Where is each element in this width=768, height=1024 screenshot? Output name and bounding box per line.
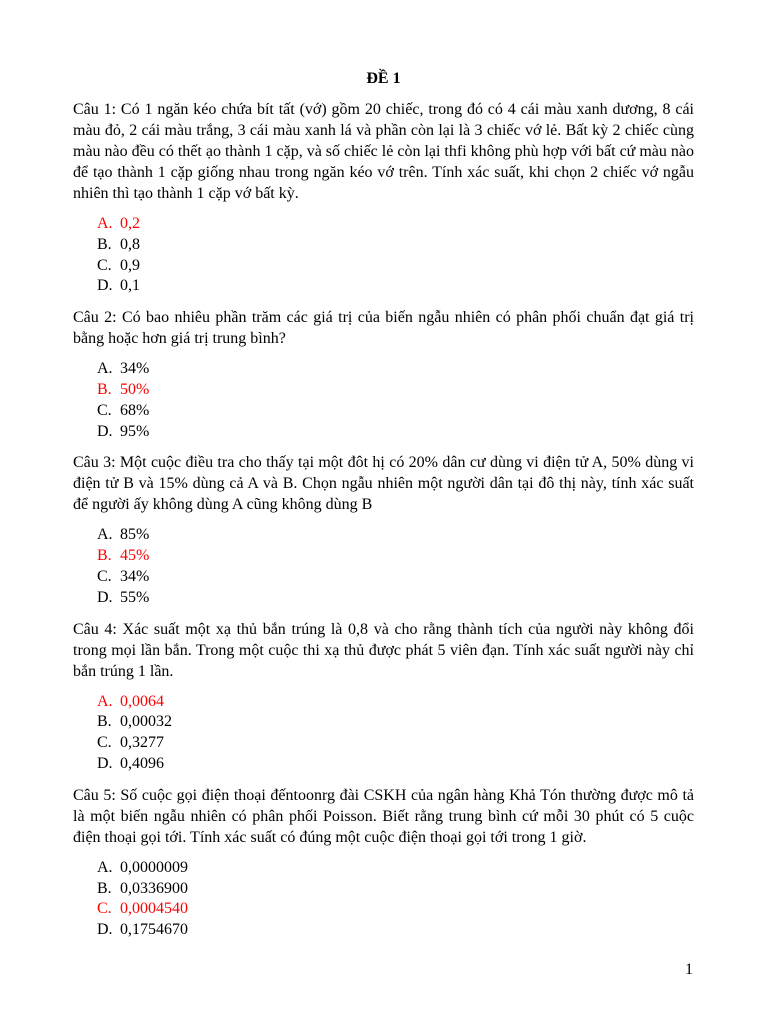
answer-option xyxy=(97,733,694,754)
option-letter: C. xyxy=(97,900,112,918)
answer-options xyxy=(97,214,694,297)
option-letter: B. xyxy=(97,380,112,398)
answer-options xyxy=(97,692,694,775)
answer-option xyxy=(97,920,694,941)
option-letter: D. xyxy=(97,277,113,295)
exam-title: ĐỀ 1 xyxy=(366,70,401,87)
question-4 xyxy=(73,619,694,775)
question-text: Câu 1: Có 1 ngăn kéo chứa bít tất (vớ) gồm 20 chiếc, trong đó có 4 cái màu xanh dương, 8 cái màu đỏ, 2 cái màu trắng, 3 cái màu xanh lá và phần còn lại là 3 chiếc vớ lẻ. Bất kỳ 2 chiếc cùng màu nào đều có thết ạo thành 1 cặp, và số chiếc lẻ còn lại thfi không phù hợp với bất cứ màu nào để tạo thành 1 cặp giống nhau trong ngăn kéo vớ trên. Tính xác suất, khi chọn 2 chiếc vớ ngẫu nhiên thì tạo thành 1 cặp vớ bất kỳ. xyxy=(73,101,694,202)
answer-option xyxy=(97,256,694,277)
page-number: 1 xyxy=(685,961,693,978)
question-5 xyxy=(73,785,694,941)
option-value: 0,0000009 xyxy=(120,858,188,876)
option-letter: B. xyxy=(97,879,112,897)
answer-option xyxy=(97,525,694,546)
question-2 xyxy=(73,307,694,442)
option-letter: D. xyxy=(97,754,113,772)
option-value: 45% xyxy=(120,547,150,565)
option-value: 0,1 xyxy=(120,277,140,295)
option-letter: B. xyxy=(97,713,112,731)
answer-option-correct xyxy=(97,692,694,713)
option-value: 0,0336900 xyxy=(120,879,188,897)
question-text: Câu 5: Số cuộc gọi điện thoại đếntoonrg đài CSKH của ngân hàng Khả Tón thường được mô tả là một biến ngẫu nhiên có phân phối Poisson. Biết rằng trung bình cứ mỗi 30 phút có 5 cuộc điện thoại gọi tới. Tính xác suất có đúng một cuộc điện thoại gọi tới trong 1 giờ. xyxy=(73,786,694,846)
question-text: Câu 3: Một cuộc điều tra cho thấy tại một đôt hị có 20% dân cư dùng vi điện tử A, 50% dùng vi điện tử B và 15% dùng cả A và B. Chọn ngẫu nhiên một người dân tại đô thị này, tính xác suất để người ấy không dùng A cũng không dùng B xyxy=(73,454,694,514)
option-value: 0,9 xyxy=(120,256,140,274)
option-value: 50% xyxy=(120,380,150,398)
option-value: 0,0064 xyxy=(120,692,164,710)
question-text: Câu 2: Có bao nhiêu phần trăm các giá trị của biến ngẫu nhiên có phân phối chuẩn đạt giá trị bằng hoặc hơn giá trị trung bình? xyxy=(73,309,694,348)
option-letter: A. xyxy=(97,692,113,710)
option-letter: A. xyxy=(97,215,113,232)
option-letter: A. xyxy=(97,858,113,876)
option-value: 68% xyxy=(120,401,150,419)
answer-option-correct xyxy=(97,546,694,567)
option-letter: D. xyxy=(97,921,113,939)
question-list xyxy=(73,99,694,941)
option-letter: C. xyxy=(97,734,112,752)
option-value: 0,2 xyxy=(120,215,140,232)
option-letter: A. xyxy=(97,526,113,544)
question-1 xyxy=(73,99,694,297)
option-letter: B. xyxy=(97,547,112,565)
answer-option xyxy=(97,422,694,443)
option-value: 0,3277 xyxy=(120,734,164,752)
option-letter: C. xyxy=(97,567,112,585)
answer-option xyxy=(97,712,694,733)
option-letter: A. xyxy=(97,360,113,378)
answer-option xyxy=(97,858,694,879)
answer-option xyxy=(97,879,694,900)
answer-option-correct xyxy=(97,380,694,401)
answer-option xyxy=(97,567,694,588)
option-value: 0,8 xyxy=(120,235,140,253)
answer-option xyxy=(97,754,694,775)
answer-option xyxy=(97,359,694,380)
answer-option xyxy=(97,588,694,609)
option-value: 0,4096 xyxy=(120,754,164,772)
option-letter: C. xyxy=(97,401,112,419)
answer-option xyxy=(97,235,694,256)
option-letter: D. xyxy=(97,588,113,606)
answer-options xyxy=(97,525,694,608)
answer-options xyxy=(97,359,694,442)
question-text: Câu 4: Xác suất một xạ thủ bắn trúng là 0,8 và cho rằng thành tích của người này không đổi trong mọi lần bắn. Trong một cuộc thi xạ thủ được phát 5 viên đạn. Tính xác suất người này chỉ bắn trúng 1 lần. xyxy=(73,620,694,680)
answer-option-correct xyxy=(97,214,694,235)
option-value: 34% xyxy=(120,567,150,585)
option-letter: C. xyxy=(97,256,112,274)
option-value: 0,00032 xyxy=(120,713,172,731)
answer-option xyxy=(97,401,694,422)
option-value: 95% xyxy=(120,422,150,440)
question-3 xyxy=(73,452,694,608)
answer-option xyxy=(97,276,694,297)
option-value: 85% xyxy=(120,526,150,544)
option-letter: B. xyxy=(97,235,112,253)
exam-page xyxy=(73,66,694,951)
option-value: 34% xyxy=(120,360,150,378)
option-value: 55% xyxy=(120,588,150,606)
option-value: 0,0004540 xyxy=(120,900,188,918)
option-letter: D. xyxy=(97,422,113,440)
option-value: 0,1754670 xyxy=(120,921,188,939)
answer-option-correct xyxy=(97,899,694,920)
answer-options xyxy=(97,858,694,941)
